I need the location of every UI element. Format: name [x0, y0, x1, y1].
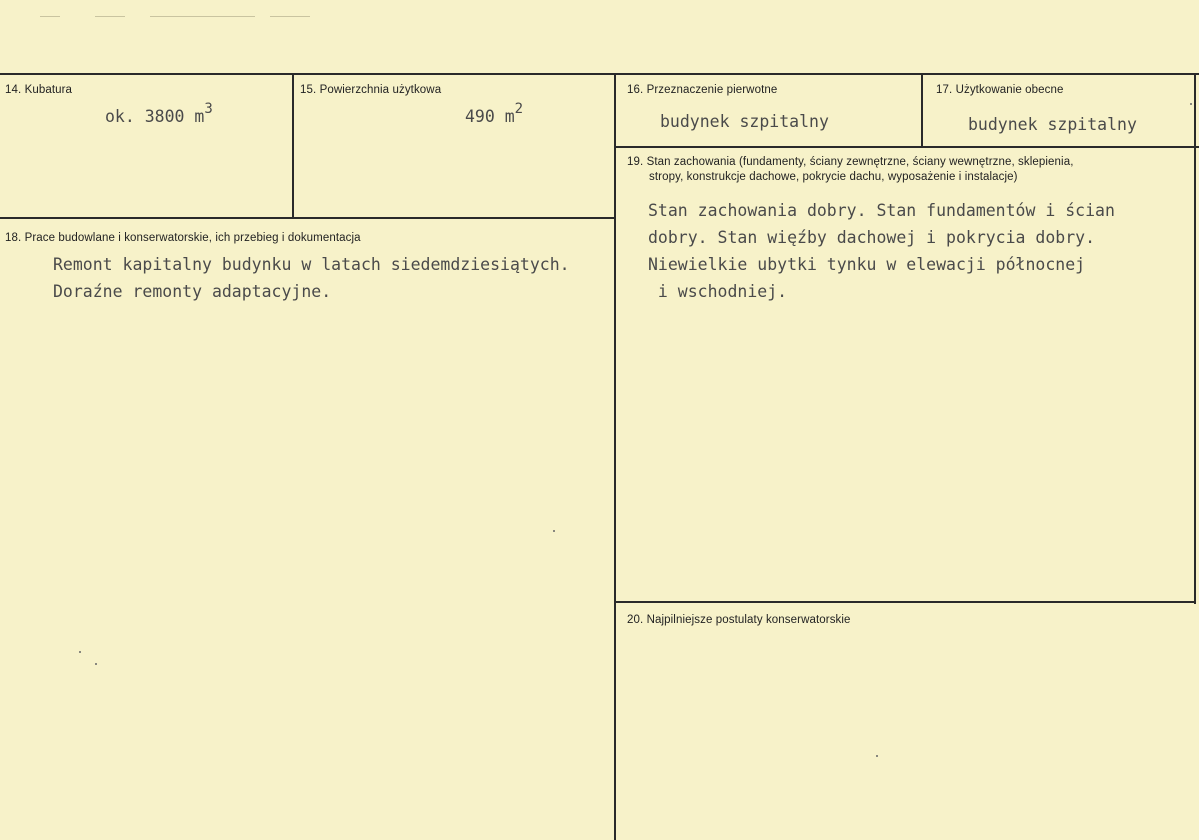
divider-16-17: [921, 73, 923, 147]
field-15-value: 490 $m^2$: [465, 101, 524, 126]
field-18-label: 18. Prace budowlane i konserwatorskie, ich przebieg i dokumentacja: [5, 232, 361, 244]
speck: [876, 755, 878, 757]
text-line: dobry. Stan więźby dachowej i pokrycia dobry.: [648, 228, 1096, 247]
field-15-label: 15. Powierzchnia użytkowa: [300, 84, 442, 96]
field-17-value: budynek szpitalny: [968, 115, 1137, 134]
text-line: i wschodniej.: [648, 282, 788, 301]
top-mark: [95, 16, 125, 17]
top-mark: [270, 16, 310, 17]
top-mark: [40, 16, 60, 17]
field-16-label: 16. Przeznaczenie pierwotne: [627, 84, 778, 96]
field-16-value: budynek szpitalny: [660, 112, 829, 131]
speck: [95, 663, 97, 665]
text-line: Doraźne remonty adaptacyjne.: [53, 282, 332, 301]
field-19-label: [627, 155, 1074, 185]
right-border: [1194, 73, 1196, 604]
top-mark: [150, 16, 255, 17]
field-19-text: [648, 197, 1115, 305]
divider-14-15: [292, 73, 294, 219]
divider-main: [614, 73, 616, 840]
text-line: Remont kapitalny budynku w latach siedemdziesiątych.: [53, 255, 570, 274]
rule-20: [615, 601, 1195, 603]
label-line: stropy, konstrukcje dachowe, pokrycie dachu, wyposażenie i instalacje): [649, 171, 1018, 183]
field-18-text: [53, 251, 570, 305]
text-line: Stan zachowania dobry. Stan fundamentów i ścian: [648, 201, 1115, 220]
field-14-label: 14. Kubatura: [5, 84, 73, 96]
top-rule: [0, 73, 1199, 75]
rule-18: [0, 217, 615, 219]
text-line: Niewielkie ubytki tynku w elewacji północnej: [648, 255, 1086, 274]
field-14-value: ok. 3800 $m^3$: [105, 101, 213, 126]
rule-19: [615, 146, 1199, 148]
label-line: 19. Stan zachowania (fundamenty, ściany zewnętrzne, ściany wewnętrzne, sklepienia,: [627, 156, 1074, 168]
field-17-label: 17. Użytkowanie obecne: [936, 84, 1064, 96]
field-20-label: 20. Najpilniejsze postulaty konserwatorskie: [627, 614, 851, 626]
speck: [79, 651, 81, 653]
speck: [553, 530, 555, 532]
speck: [1190, 103, 1192, 105]
